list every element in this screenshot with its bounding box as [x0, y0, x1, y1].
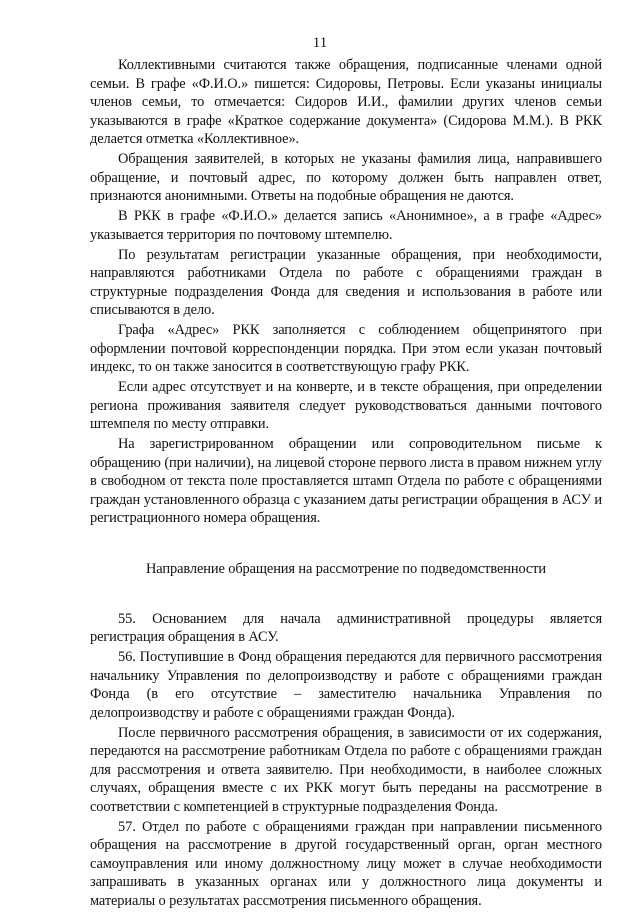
document-body [90, 56, 602, 912]
paragraph-rkk-anonymous-entry: В РКК в графе «Ф.И.О.» делается запись «Анонимное», а в графе «Адрес» указывается территория по почтовому штемпелю. [90, 208, 602, 243]
paragraph-57: 57. Отдел по работе с обращениями граждан при направлении письменного обращения на рассмотрение в другой государственный орган, орган местного самоуправления или иному должностному лицу может в случае необходимости запрашивать в указанных органах или у должностного лица документы и материалы о результатах рассмотрения письменного обращения. [90, 818, 602, 910]
paragraph-registration-results: По результатам регистрации указанные обращения, при необходимости, направляются работниками Отдела по работе с обращениями граждан в структурные подразделения Фонда для сведения и использования в работе или списываются в дело. [90, 246, 602, 319]
paragraph-anonymous-appeals: Обращения заявителей, в которых не указаны фамилия лица, направившего обращение, и почтовый адрес, по которому должен быть направлен ответ, признаются анонимными. Ответы на подобные обращения не даются. [90, 151, 602, 205]
paragraph-collective-appeals: Коллективными считаются также обращения, подписанные членами одной семьи. В графе «Ф.И.О.» пишется: Сидоровы, Петровы. Если указаны инициалы членов семьи, то отмечается: Сидоров И.И., фамилии других членов семьи указываются в графе «Краткое содержание документа» (Сидорова М.М.). В РКК делается отметка «Коллективное». [90, 57, 602, 148]
paragraph-56: 56. Поступившие в Фонд обращения передаются для первичного рассмотрения начальнику Управления по делопроизводству и работе с обращениями граждан Фонда (в его отсутствие – заместителю начальника Управления по делопроизводству и работе с обращениями граждан Фонда). [90, 648, 602, 721]
paragraph-55: 55. Основанием для начала административной процедуры является регистрация обращения в АСУ. [90, 610, 602, 646]
paragraph-missing-address: Если адрес отсутствует и на конверте, и в тексте обращения, при определении региона проживания заявителя следует руководствоваться данными почтового штемпеля по месту отправки. [90, 379, 602, 433]
page-number: 11 [312, 35, 328, 51]
paragraph-address-field: Графа «Адрес» РКК заполняется с соблюдением общепринятого при оформлении почтовой корреспонденции порядка. При этом если указан почтовый индекс, то он также заносится в соответствующую графу РКК. [90, 322, 602, 376]
paragraph-initial-review: После первичного рассмотрения обращения, в зависимости от их содержания, передаются на рассмотрение работникам Отдела по работе с обращениями граждан для рассмотрения и ответа заявителю. При необходимости, в наиболее сложных случаях, обращения вместе с их РКК могут быть переданы на рассмотрение в соответствии с компетенцией в структурные подразделения Фонда. [90, 724, 602, 815]
paragraph-registration-stamp: На зарегистрированном обращении или сопроводительном письме к обращению (при наличии), на лицевой стороне первого листа в правом нижнем углу в свободном от текста поле проставляется штамп Отдела по работе с обращениями граждан установленного образца с указанием даты регистрации обращения в АСУ и регистрационного номера обращения. [90, 436, 602, 527]
section-heading: Направление обращения на рассмотрение по подведомственности [146, 560, 546, 577]
